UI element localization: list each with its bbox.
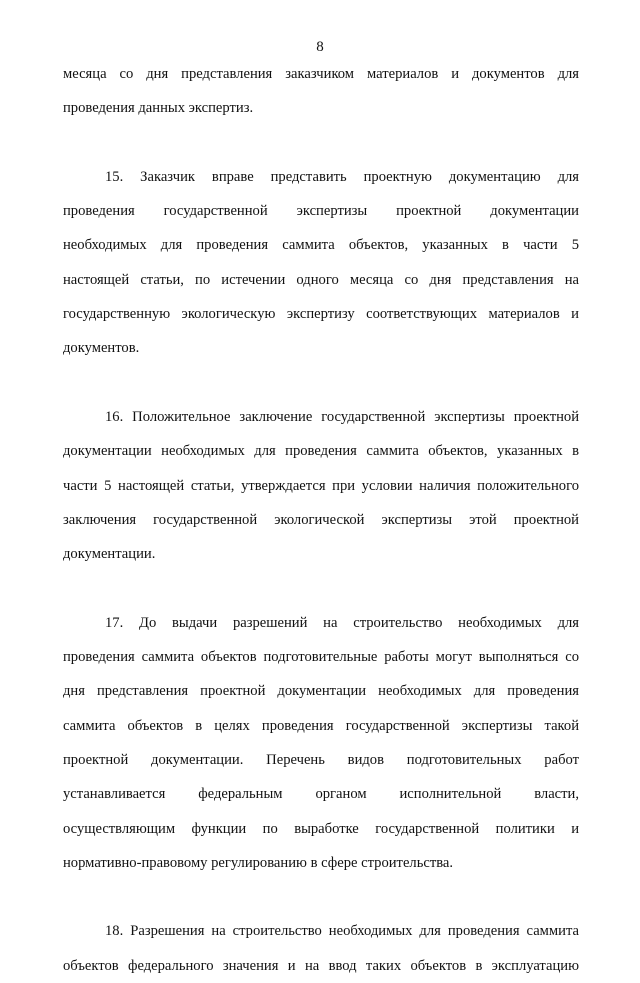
text-line: устанавливается федеральным органом исполнительной власти, [63,786,579,803]
text-line: проведения государственной экспертизы проектной документации [63,203,579,220]
text-line: проведения саммита объектов подготовительные работы могут выполняться со [63,649,579,666]
text-line: проектной документации. Перечень видов подготовительных работ [63,751,579,768]
page-number: 8 [316,39,324,55]
text-line: дня представления проектной документации необходимых для проведения [63,683,579,700]
paragraph-17-line: 17. До выдачи разрешений на строительство необходимых для [105,614,579,631]
text-line: проведения данных экспертиз. [63,100,254,117]
document-text [63,57,579,983]
text-line: саммита объектов в целях проведения государственной экспертизы такой [63,717,579,734]
text-line: государственную экологическую экспертизу соответствующих материалов и [63,306,579,323]
paragraph-16-line: 16. Положительное заключение государственной экспертизы проектной [105,408,579,425]
text-line: документов. [63,340,140,357]
text-line: настоящей статьи, по истечении одного месяца со дня представления на [63,271,579,288]
text-line: объектов федерального значения и на ввод таких объектов в эксплуатацию [63,957,579,974]
text-line: осуществляющим функции по выработке государственной политики и [63,820,579,837]
paragraph-15-line: 15. Заказчик вправе представить проектную документацию для [105,168,579,185]
text-line: месяца со дня представления заказчиком материалов и документов для [63,66,579,82]
text-line: документации необходимых для проведения саммита объектов, указанных в [63,443,579,460]
text-line: нормативно-правовому регулированию в сфере строительства. [63,854,454,871]
text-line: части 5 настоящей статьи, утверждается при условии наличия положительного [63,477,579,494]
paragraph-18-line: 18. Разрешения на строительство необходимых для проведения саммита [105,923,579,940]
text-line: заключения государственной экологической экспертизы этой проектной [63,511,579,528]
text-line: необходимых для проведения саммита объектов, указанных в части 5 [63,237,579,254]
text-line: документации. [63,546,156,563]
